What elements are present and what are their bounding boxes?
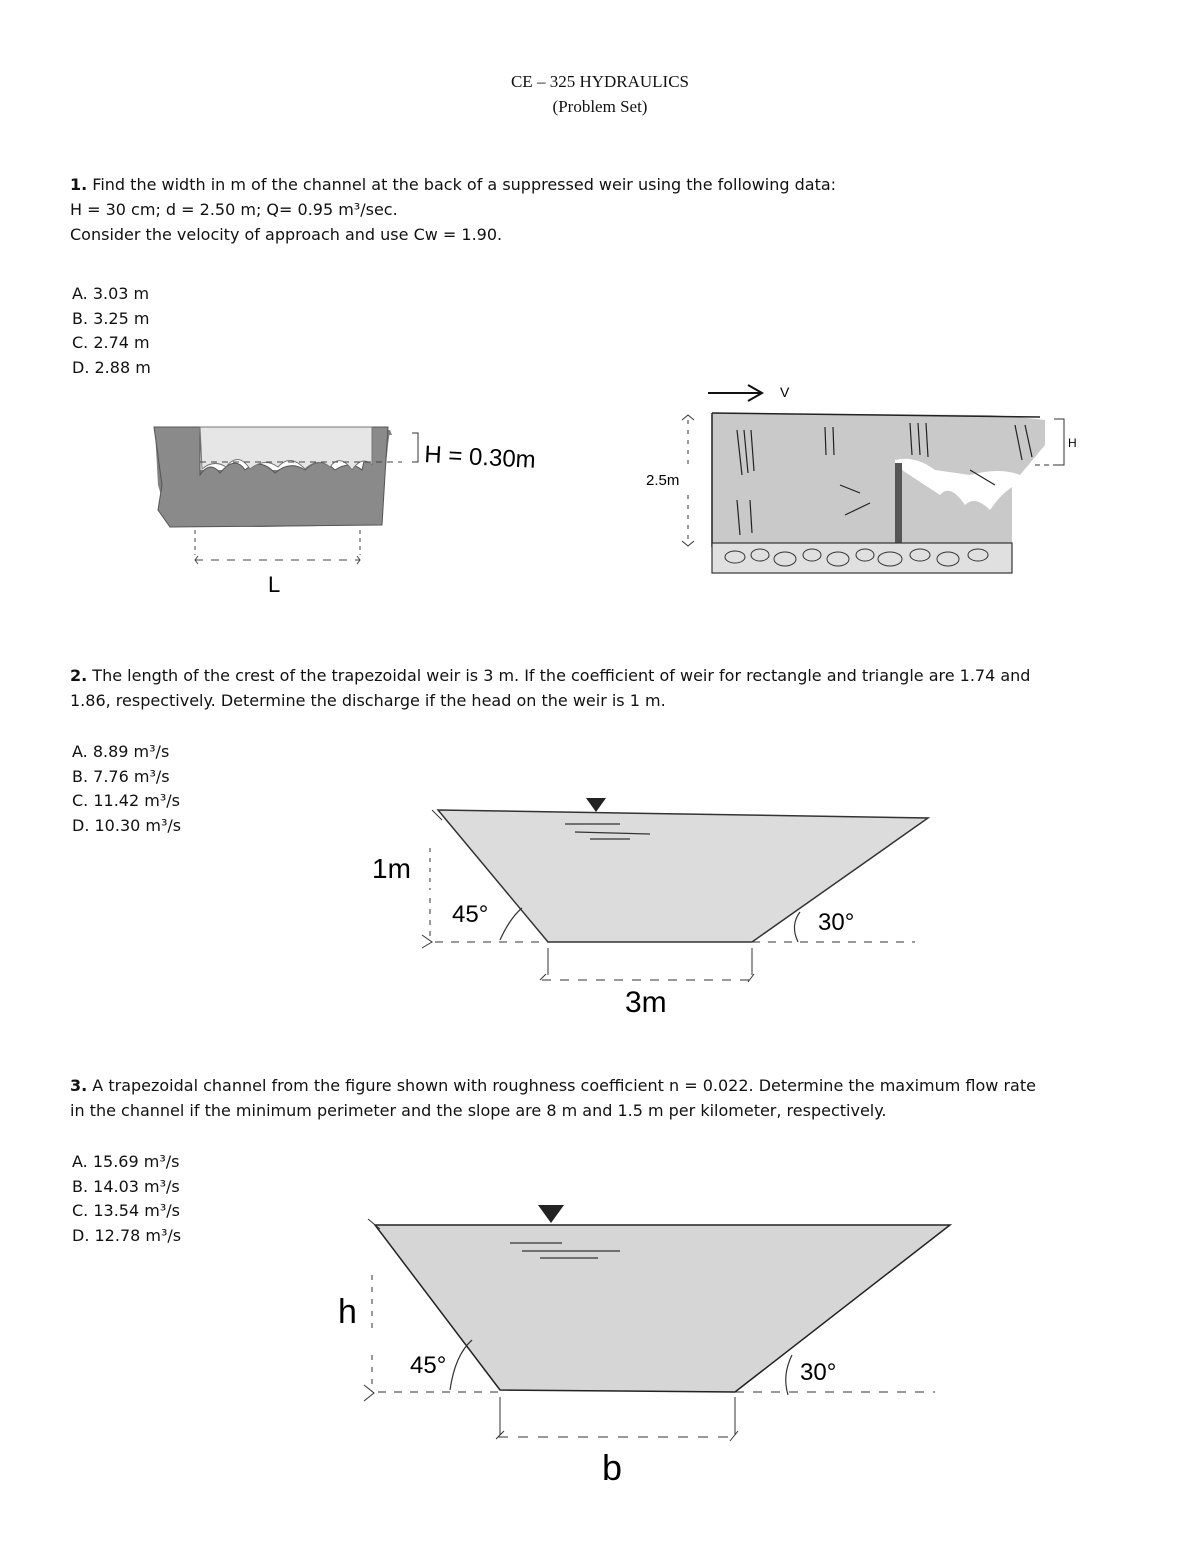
question-2-line2: 1.86, respectively. Determine the discharge if the head on the weir is 1 m. [70,691,666,710]
question-3-options [72,1150,181,1248]
trapezoidal-channel-figure [330,1195,960,1485]
depth-label: 2.5m [646,472,680,489]
left-angle-label: 45° [452,901,489,928]
question-1-line2: H = 30 cm; d = 2.50 m; Q= 0.95 m³/sec. [70,200,398,219]
question-2-number: 2. [70,666,88,685]
question-3-line1: A trapezoidal channel from the figure shown with roughness coefficient n = 0.022. Determine the maximum flow rate [87,1076,1036,1095]
base-label: b [602,1447,623,1485]
doc-title: CE – 325 HYDRAULICS [510,72,690,91]
head-label: H [1068,436,1077,450]
weir-cross-section-figure [140,415,570,600]
height-label: h [338,1293,357,1331]
option-c: C. 11.42 m³/s [72,791,180,810]
question-1-line1: Find the width in m of the channel at the back of a suppressed weir using the following data: [87,175,837,194]
weir-width-label: L [268,572,281,597]
question-1-number: 1. [70,175,88,194]
question-3 [70,1073,1130,1123]
doc-subtitle: (Problem Set) [552,97,648,116]
option-c: C. 2.74 m [72,333,150,352]
height-label: 1m [372,853,411,884]
question-1-line3: Consider the velocity of approach and use Cw = 1.90. [70,225,503,244]
question-1-options [72,282,151,380]
option-c: C. 13.54 m³/s [72,1201,180,1220]
option-a: A. 15.69 m³/s [72,1152,180,1171]
option-d: D. 2.88 m [72,357,151,377]
base-label: 3m [625,986,667,1019]
question-2-options [72,740,181,838]
option-b: B. 14.03 m³/s [72,1176,180,1196]
question-2-line1: The length of the crest of the trapezoidal weir is 3 m. If the coefficient of weir for rectangle and triangle are 1.74 and [87,666,1031,685]
option-b: B. 3.25 m [72,308,150,328]
weir-head-label: H = 0.30m [423,441,537,474]
weir-profile-figure [640,375,1090,580]
option-a: A. 3.03 m [72,284,150,303]
option-d: D. 10.30 m³/s [72,815,182,835]
right-angle-label: 30° [818,909,855,936]
velocity-label: V [780,384,790,400]
question-2 [70,663,1130,713]
question-3-number: 3. [70,1076,88,1095]
trapezoidal-weir-figure [360,790,960,1020]
left-angle-label: 45° [410,1352,447,1379]
question-3-line2: in the channel if the minimum perimeter and the slope are 8 m and 1.5 m per kilometer, respectively. [70,1101,887,1120]
option-b: B. 7.76 m³/s [72,766,170,786]
option-a: A. 8.89 m³/s [72,742,170,761]
option-d: D. 12.78 m³/s [72,1225,182,1245]
question-1 [70,172,1130,247]
right-angle-label: 30° [800,1359,837,1386]
